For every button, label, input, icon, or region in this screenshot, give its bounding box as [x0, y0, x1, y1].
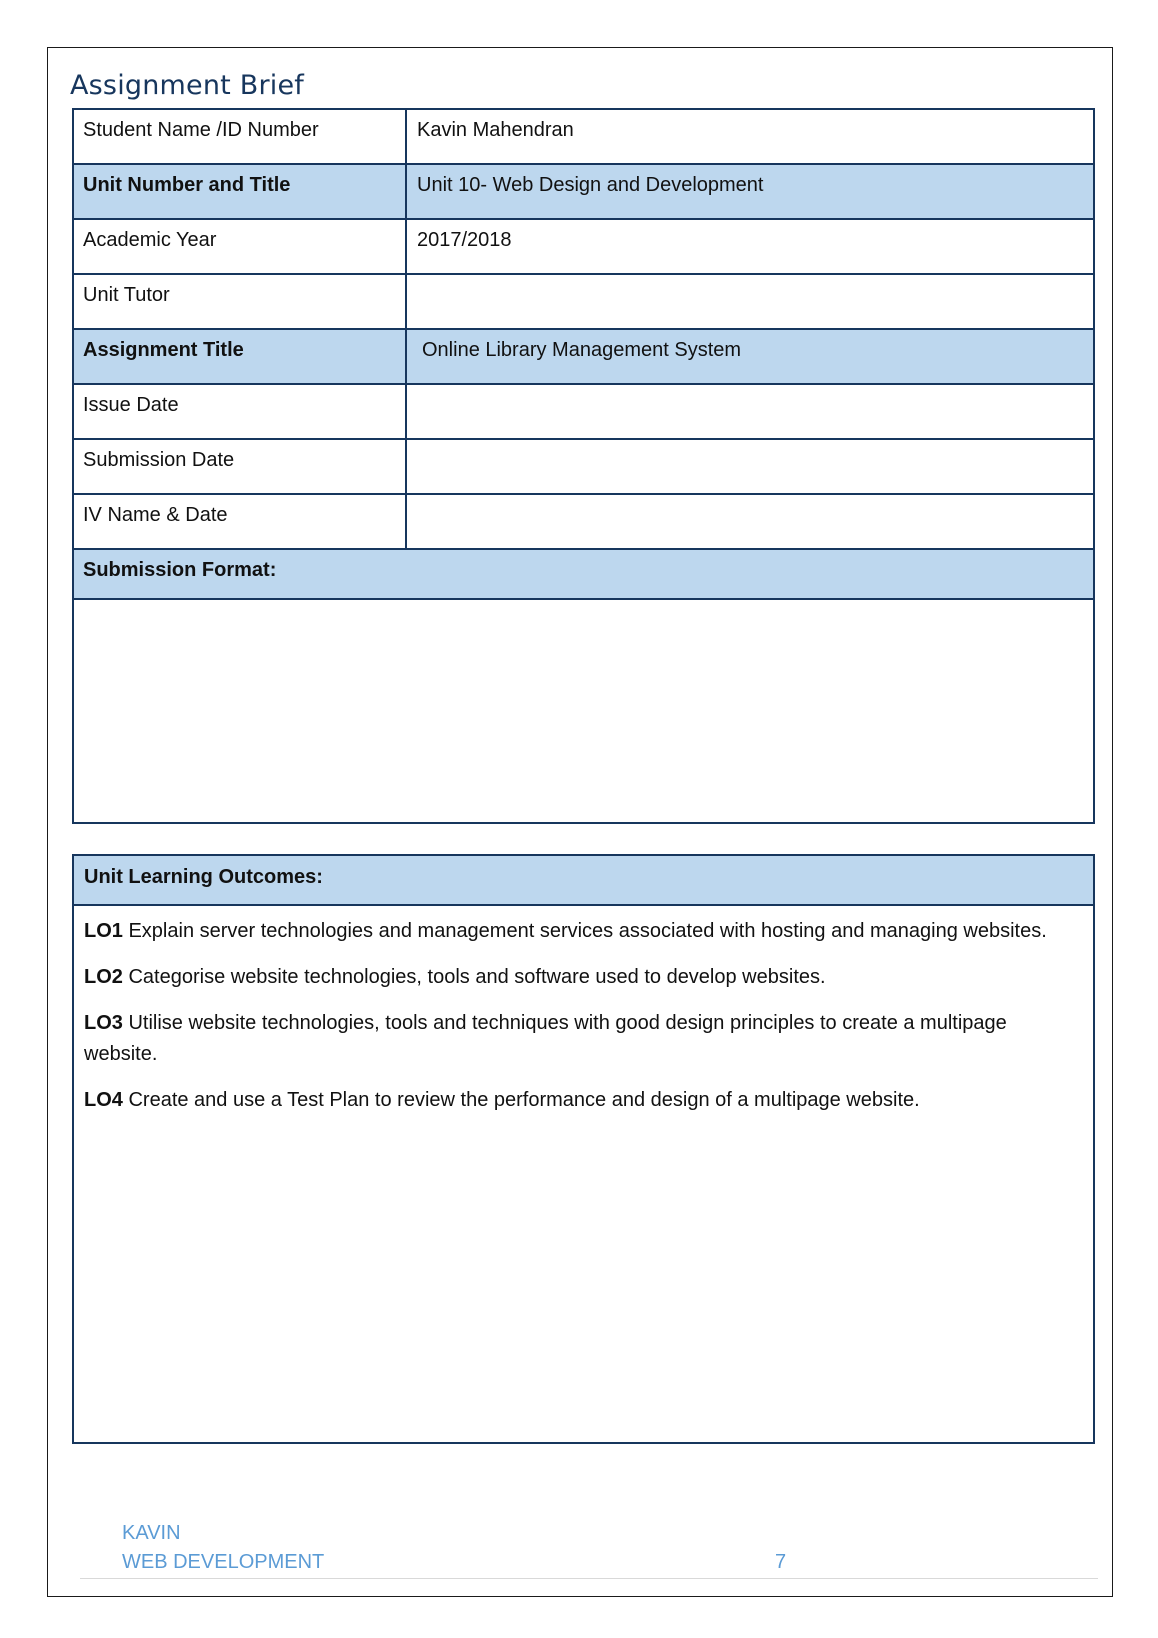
table-row [73, 219, 1094, 274]
academic-year-value: 2017/2018 [406, 219, 1094, 274]
student-name-value: Kavin Mahendran [406, 109, 1094, 164]
assignment-brief-table [72, 108, 1095, 824]
list-item [84, 1085, 1083, 1116]
outcome-code: LO1 [84, 920, 123, 942]
table-row [73, 439, 1094, 494]
footer-divider [80, 1578, 1098, 1579]
submission-date-value [406, 439, 1094, 494]
learning-outcomes-heading: Unit Learning Outcomes: [74, 856, 1093, 906]
issue-date-label: Issue Date [73, 384, 406, 439]
list-item [84, 916, 1083, 947]
learning-outcomes-box [72, 854, 1095, 1444]
outcome-text: Explain server technologies and management services associated with hosting and managing websites. [128, 920, 1047, 942]
submission-format-label: Submission Format: [73, 549, 1094, 599]
table-row [73, 384, 1094, 439]
outcome-text: Categorise website technologies, tools and software used to develop websites. [128, 966, 826, 988]
table-row [73, 164, 1094, 219]
table-row [73, 274, 1094, 329]
unit-tutor-label: Unit Tutor [73, 274, 406, 329]
submission-format-value [73, 599, 1094, 823]
outcome-code: LO4 [84, 1089, 123, 1111]
table-row [73, 109, 1094, 164]
outcome-text: Utilise website technologies, tools and techniques with good design principles to create a multipage website. [84, 1012, 1007, 1065]
table-row [73, 549, 1094, 599]
list-item [84, 962, 1083, 993]
iv-name-date-label: IV Name & Date [73, 494, 406, 549]
table-row [73, 329, 1094, 384]
learning-outcomes-list [74, 906, 1093, 1116]
table-row [73, 599, 1094, 823]
student-name-label: Student Name /ID Number [73, 109, 406, 164]
unit-number-title-label: Unit Number and Title [73, 164, 406, 219]
footer-author: KAVIN [122, 1522, 181, 1544]
table-row [73, 494, 1094, 549]
page-number: 7 [775, 1551, 787, 1573]
page-title: Assignment Brief [70, 70, 304, 101]
academic-year-label: Academic Year [73, 219, 406, 274]
outcome-code: LO2 [84, 966, 123, 988]
unit-tutor-value [406, 274, 1094, 329]
unit-number-title-value: Unit 10- Web Design and Development [406, 164, 1094, 219]
outcome-code: LO3 [84, 1012, 123, 1034]
submission-date-label: Submission Date [73, 439, 406, 494]
assignment-title-value: Online Library Management System [406, 329, 1094, 384]
footer-subject: WEB DEVELOPMENT [122, 1551, 325, 1573]
outcome-text: Create and use a Test Plan to review the performance and design of a multipage website. [128, 1089, 920, 1111]
iv-name-date-value [406, 494, 1094, 549]
issue-date-value [406, 384, 1094, 439]
assignment-title-label: Assignment Title [73, 329, 406, 384]
list-item [84, 1008, 1083, 1070]
